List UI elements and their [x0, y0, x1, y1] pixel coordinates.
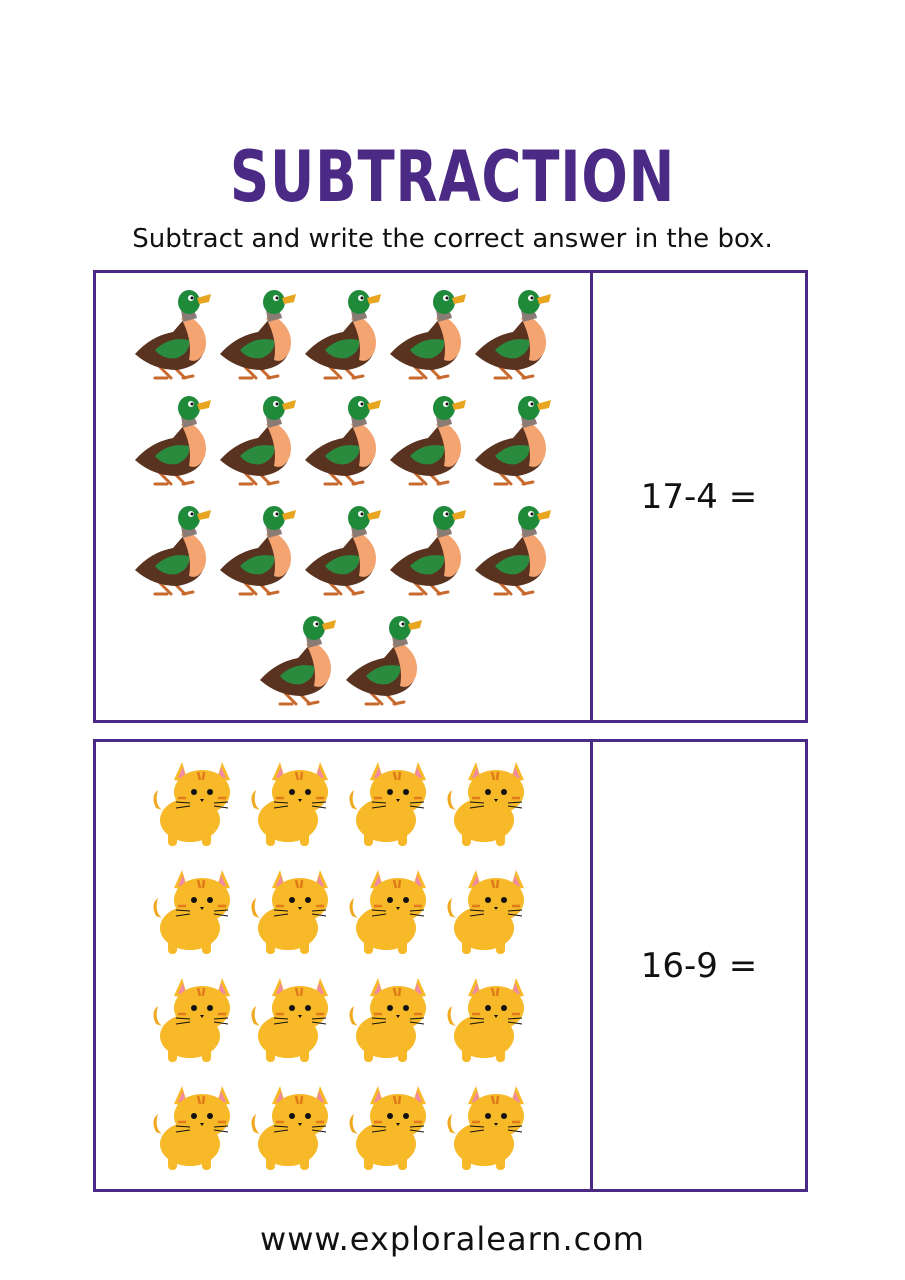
cat-icon: [246, 864, 332, 958]
duck-icon: [258, 613, 338, 709]
duck-icon: [218, 393, 298, 489]
cat-icon: [344, 756, 430, 850]
cat-icon: [148, 972, 234, 1066]
duck-icon: [218, 503, 298, 599]
cat-icon: [442, 756, 528, 850]
duck-icon: [303, 287, 383, 383]
duck-icon: [344, 613, 424, 709]
duck-icon: [133, 503, 213, 599]
duck-icon: [388, 287, 468, 383]
equation-text: 16-9 =: [640, 945, 758, 986]
cat-icon: [246, 756, 332, 850]
cat-icon: [344, 1080, 430, 1174]
duck-icon: [473, 393, 553, 489]
duck-icon: [133, 287, 213, 383]
duck-icon: [133, 393, 213, 489]
cat-icon: [442, 1080, 528, 1174]
cat-icon: [246, 1080, 332, 1174]
duck-picture-area: [96, 273, 593, 720]
cat-icon: [246, 972, 332, 1066]
cat-icon: [442, 864, 528, 958]
instructions: Subtract and write the correct answer in the box.: [132, 224, 773, 254]
problem-panel-ducks: [93, 270, 808, 723]
duck-icon: [303, 393, 383, 489]
cat-icon: [148, 864, 234, 958]
equation-answer-box[interactable]: [593, 273, 805, 720]
cat-icon: [442, 972, 528, 1066]
equation-answer-box[interactable]: [593, 742, 805, 1189]
cat-icon: [344, 972, 430, 1066]
duck-icon: [303, 503, 383, 599]
duck-icon: [388, 393, 468, 489]
cat-icon: [148, 756, 234, 850]
duck-icon: [218, 287, 298, 383]
cat-picture-area: [96, 742, 593, 1189]
problem-panel-cats: [93, 739, 808, 1192]
cat-icon: [148, 1080, 234, 1174]
page-title: SUBTRACTION: [229, 136, 676, 218]
duck-icon: [473, 503, 553, 599]
cat-icon: [344, 864, 430, 958]
equation-text: 17-4 =: [640, 476, 758, 517]
duck-icon: [473, 287, 553, 383]
website-footer: www.exploralearn.com: [260, 1220, 645, 1258]
duck-icon: [388, 503, 468, 599]
